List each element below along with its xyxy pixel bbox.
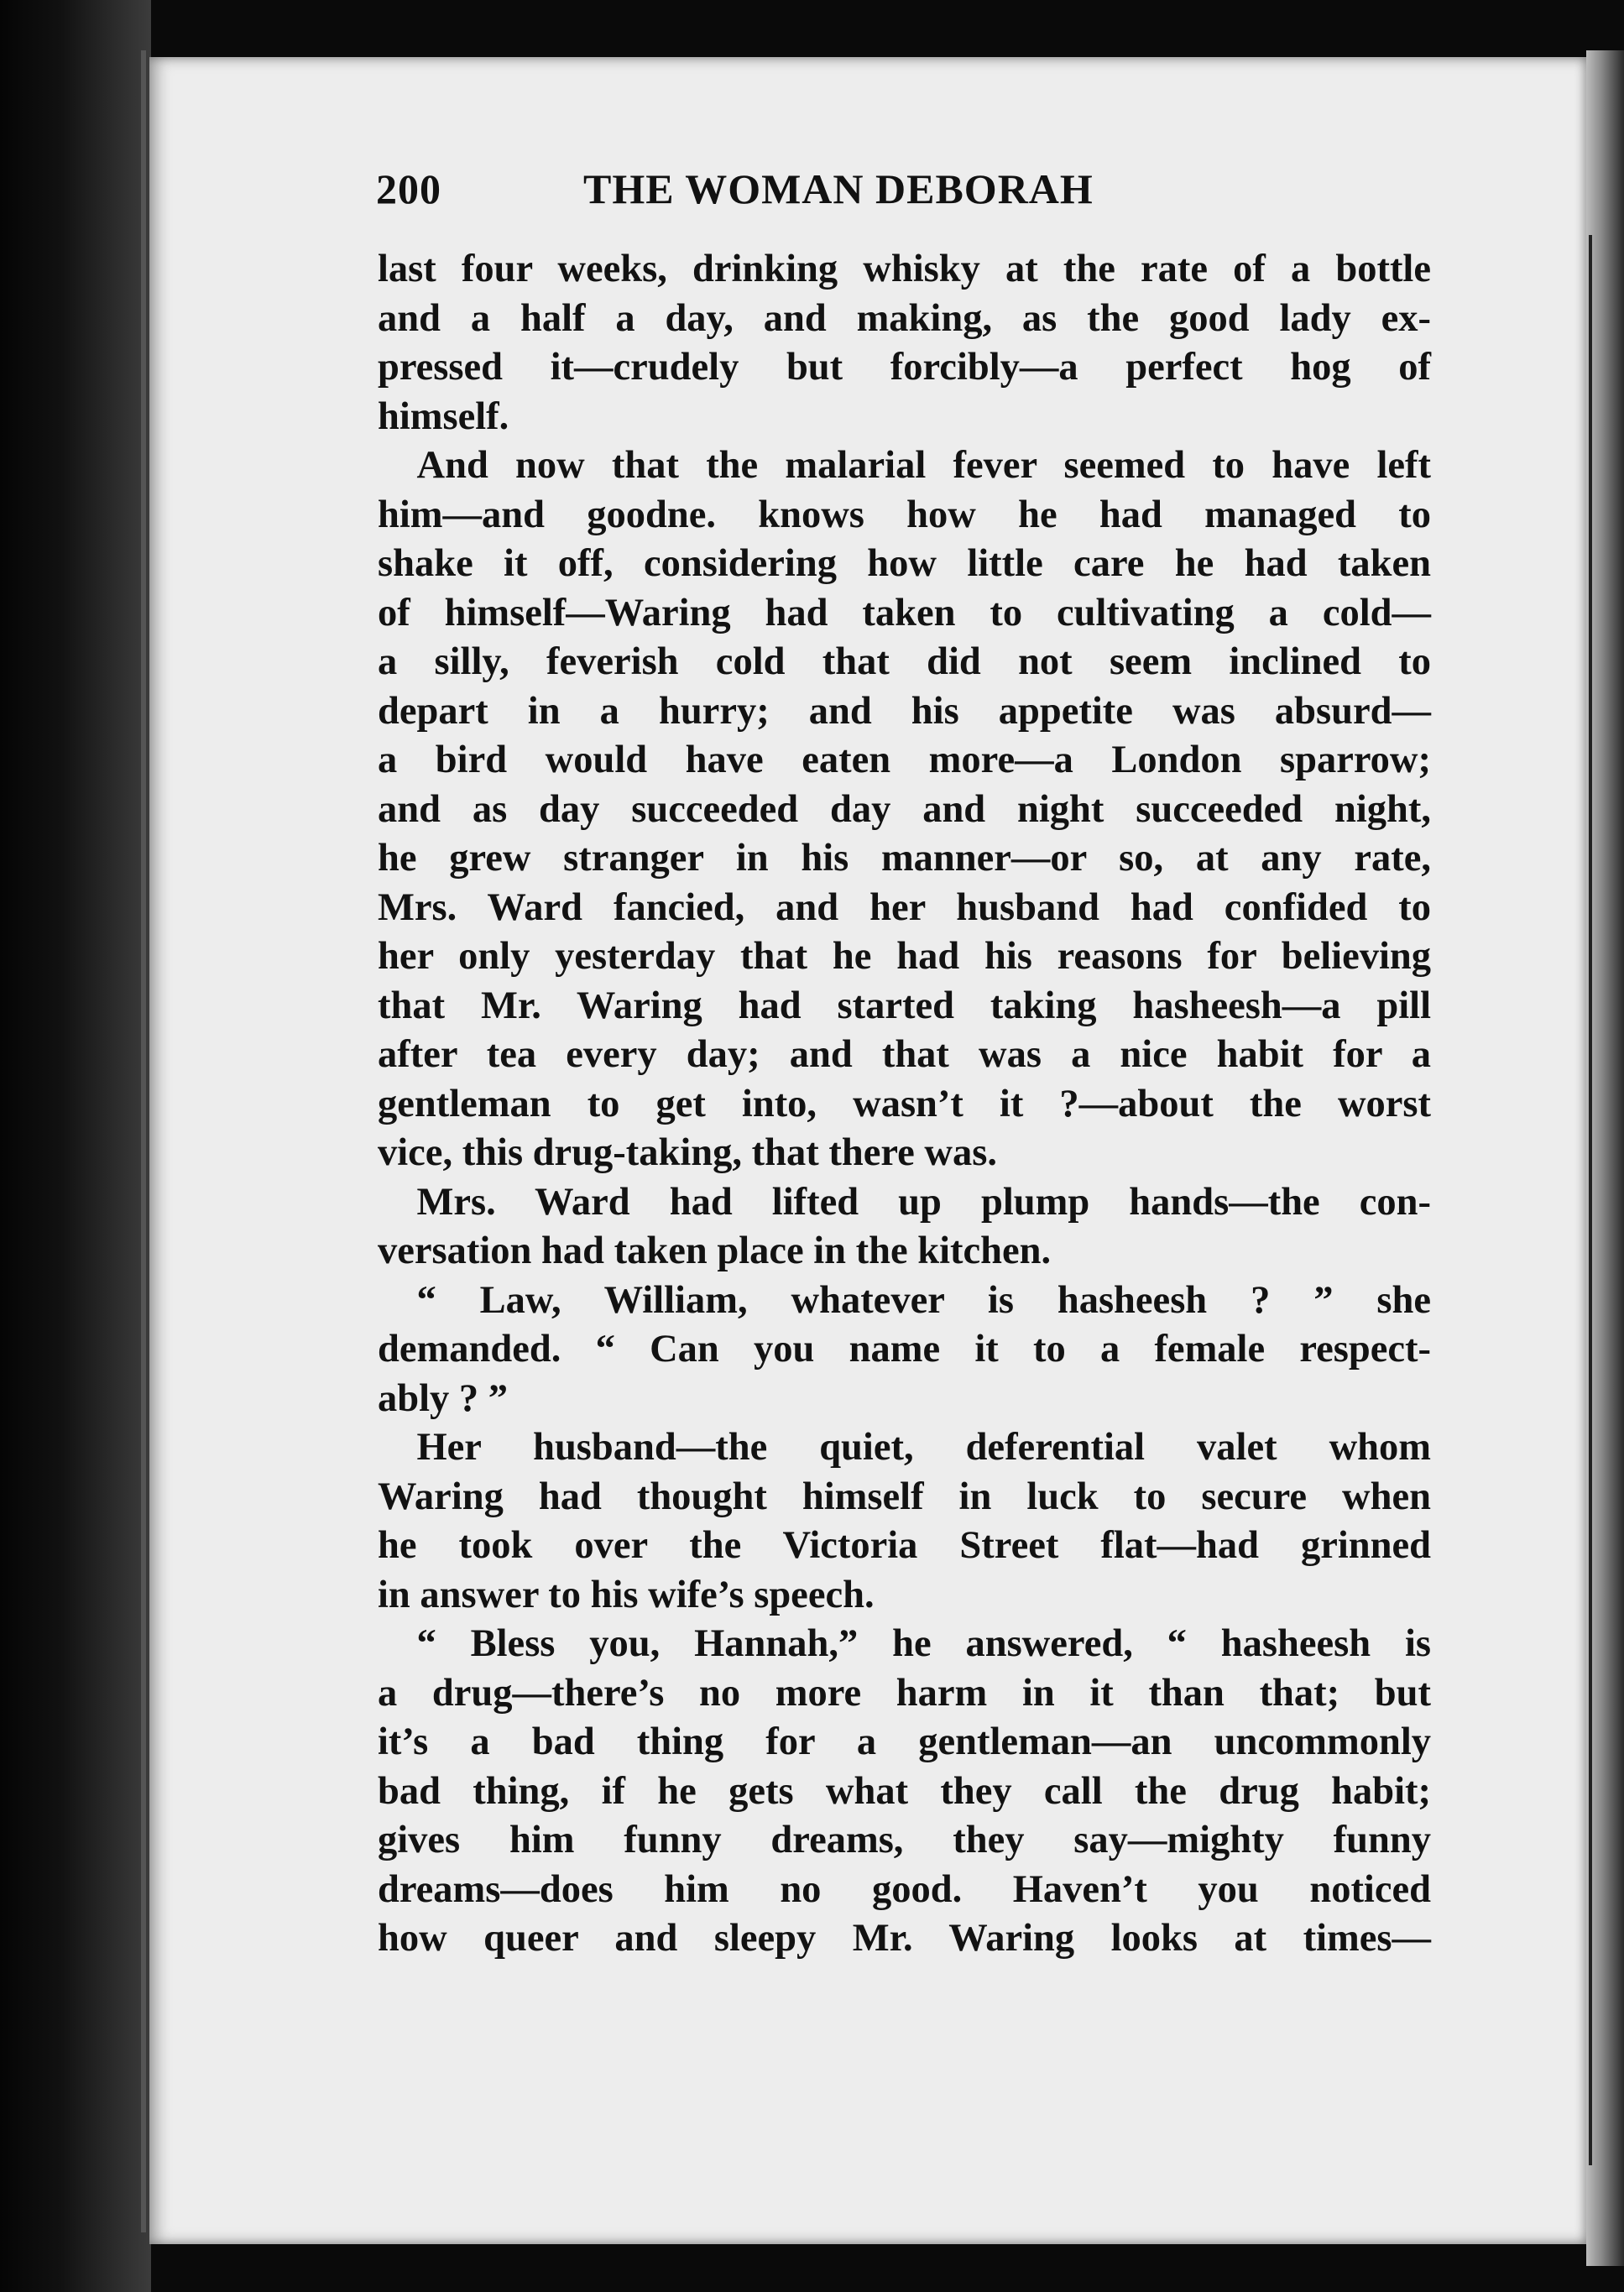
page-right-rule	[1589, 235, 1592, 2165]
text-line: Her husband—the quiet, deferential valet whom	[378, 1426, 1431, 1469]
text-line: vice, this drug-taking, that there was.	[378, 1131, 997, 1174]
text-line: gives him funny dreams, they say—mighty funny	[378, 1819, 1431, 1861]
text-line: he took over the Victoria Street flat—had grinned	[378, 1524, 1431, 1567]
text-line: dreams—does him no good. Haven’t you noticed	[378, 1867, 1431, 1911]
text-line: of himself—Waring had taken to cultivating a cold—	[378, 591, 1431, 634]
text-line: he grew stranger in his manner—or so, at any rate,	[378, 837, 1431, 880]
text-line: her only yesterday that he had his reasons for believing	[378, 935, 1431, 978]
text-line: ably ? ”	[378, 1376, 509, 1420]
text-line: a drug—there’s no more harm in it than that; but	[378, 1671, 1431, 1715]
text-line: and as day succeeded day and night succeeded night,	[378, 787, 1431, 831]
text-line: “ Bless you, Hannah,” he answered, “ hasheesh is	[378, 1622, 1431, 1665]
text-line: himself.	[378, 394, 509, 438]
text-line: it’s a bad thing for a gentleman—an uncommonly	[378, 1720, 1431, 1763]
text-line: demanded. “ Can you name it to a female respect-	[378, 1328, 1431, 1371]
text-line: Waring had thought himself in luck to secure when	[378, 1475, 1431, 1518]
body-text	[378, 245, 1431, 1964]
text-line: depart in a hurry; and his appetite was absurd—	[378, 689, 1431, 733]
book-spine-shadow	[0, 0, 151, 2292]
text-line: how queer and sleepy Mr. Waring looks at times—	[378, 1917, 1431, 1960]
text-line: “ Law, William, whatever is hasheesh ? ” she	[378, 1278, 1431, 1322]
page-gutter-line	[141, 50, 146, 2232]
text-line: him—and goodne. knows how he had managed to	[378, 493, 1431, 536]
text-line: a silly, feverish cold that did not seem inclined to	[378, 640, 1431, 683]
text-line: pressed it—crudely but forcibly—a perfect hog of	[378, 346, 1431, 389]
text-line: a bird would have eaten more—a London sparrow;	[378, 739, 1431, 781]
text-line: shake it off, considering how little care he had taken	[378, 542, 1431, 585]
text-line: that Mr. Waring had started taking hasheesh—a pill	[378, 984, 1431, 1027]
text-line: and a half a day, and making, as the good lady ex-	[378, 296, 1431, 340]
text-line: bad thing, if he gets what they call the drug habit;	[378, 1769, 1431, 1813]
text-line: Mrs. Ward fancied, and her husband had confided to	[378, 885, 1431, 929]
page-number: 200	[376, 165, 441, 212]
text-line: Mrs. Ward had lifted up plump hands—the con-	[378, 1180, 1431, 1224]
text-line: versation had taken place in the kitchen.	[378, 1230, 1052, 1272]
running-header	[376, 164, 1467, 232]
running-title: THE WOMAN DEBORAH	[583, 165, 1094, 212]
text-line: gentleman to get into, wasn’t it ?—about the worst	[378, 1082, 1431, 1125]
text-line: And now that the malarial fever seemed to have left	[378, 444, 1431, 487]
text-line: after tea every day; and that was a nice habit for a	[378, 1033, 1431, 1076]
text-line: last four weeks, drinking whisky at the rate of a bottle	[378, 248, 1431, 290]
text-line: in answer to his wife’s speech.	[378, 1573, 875, 1616]
